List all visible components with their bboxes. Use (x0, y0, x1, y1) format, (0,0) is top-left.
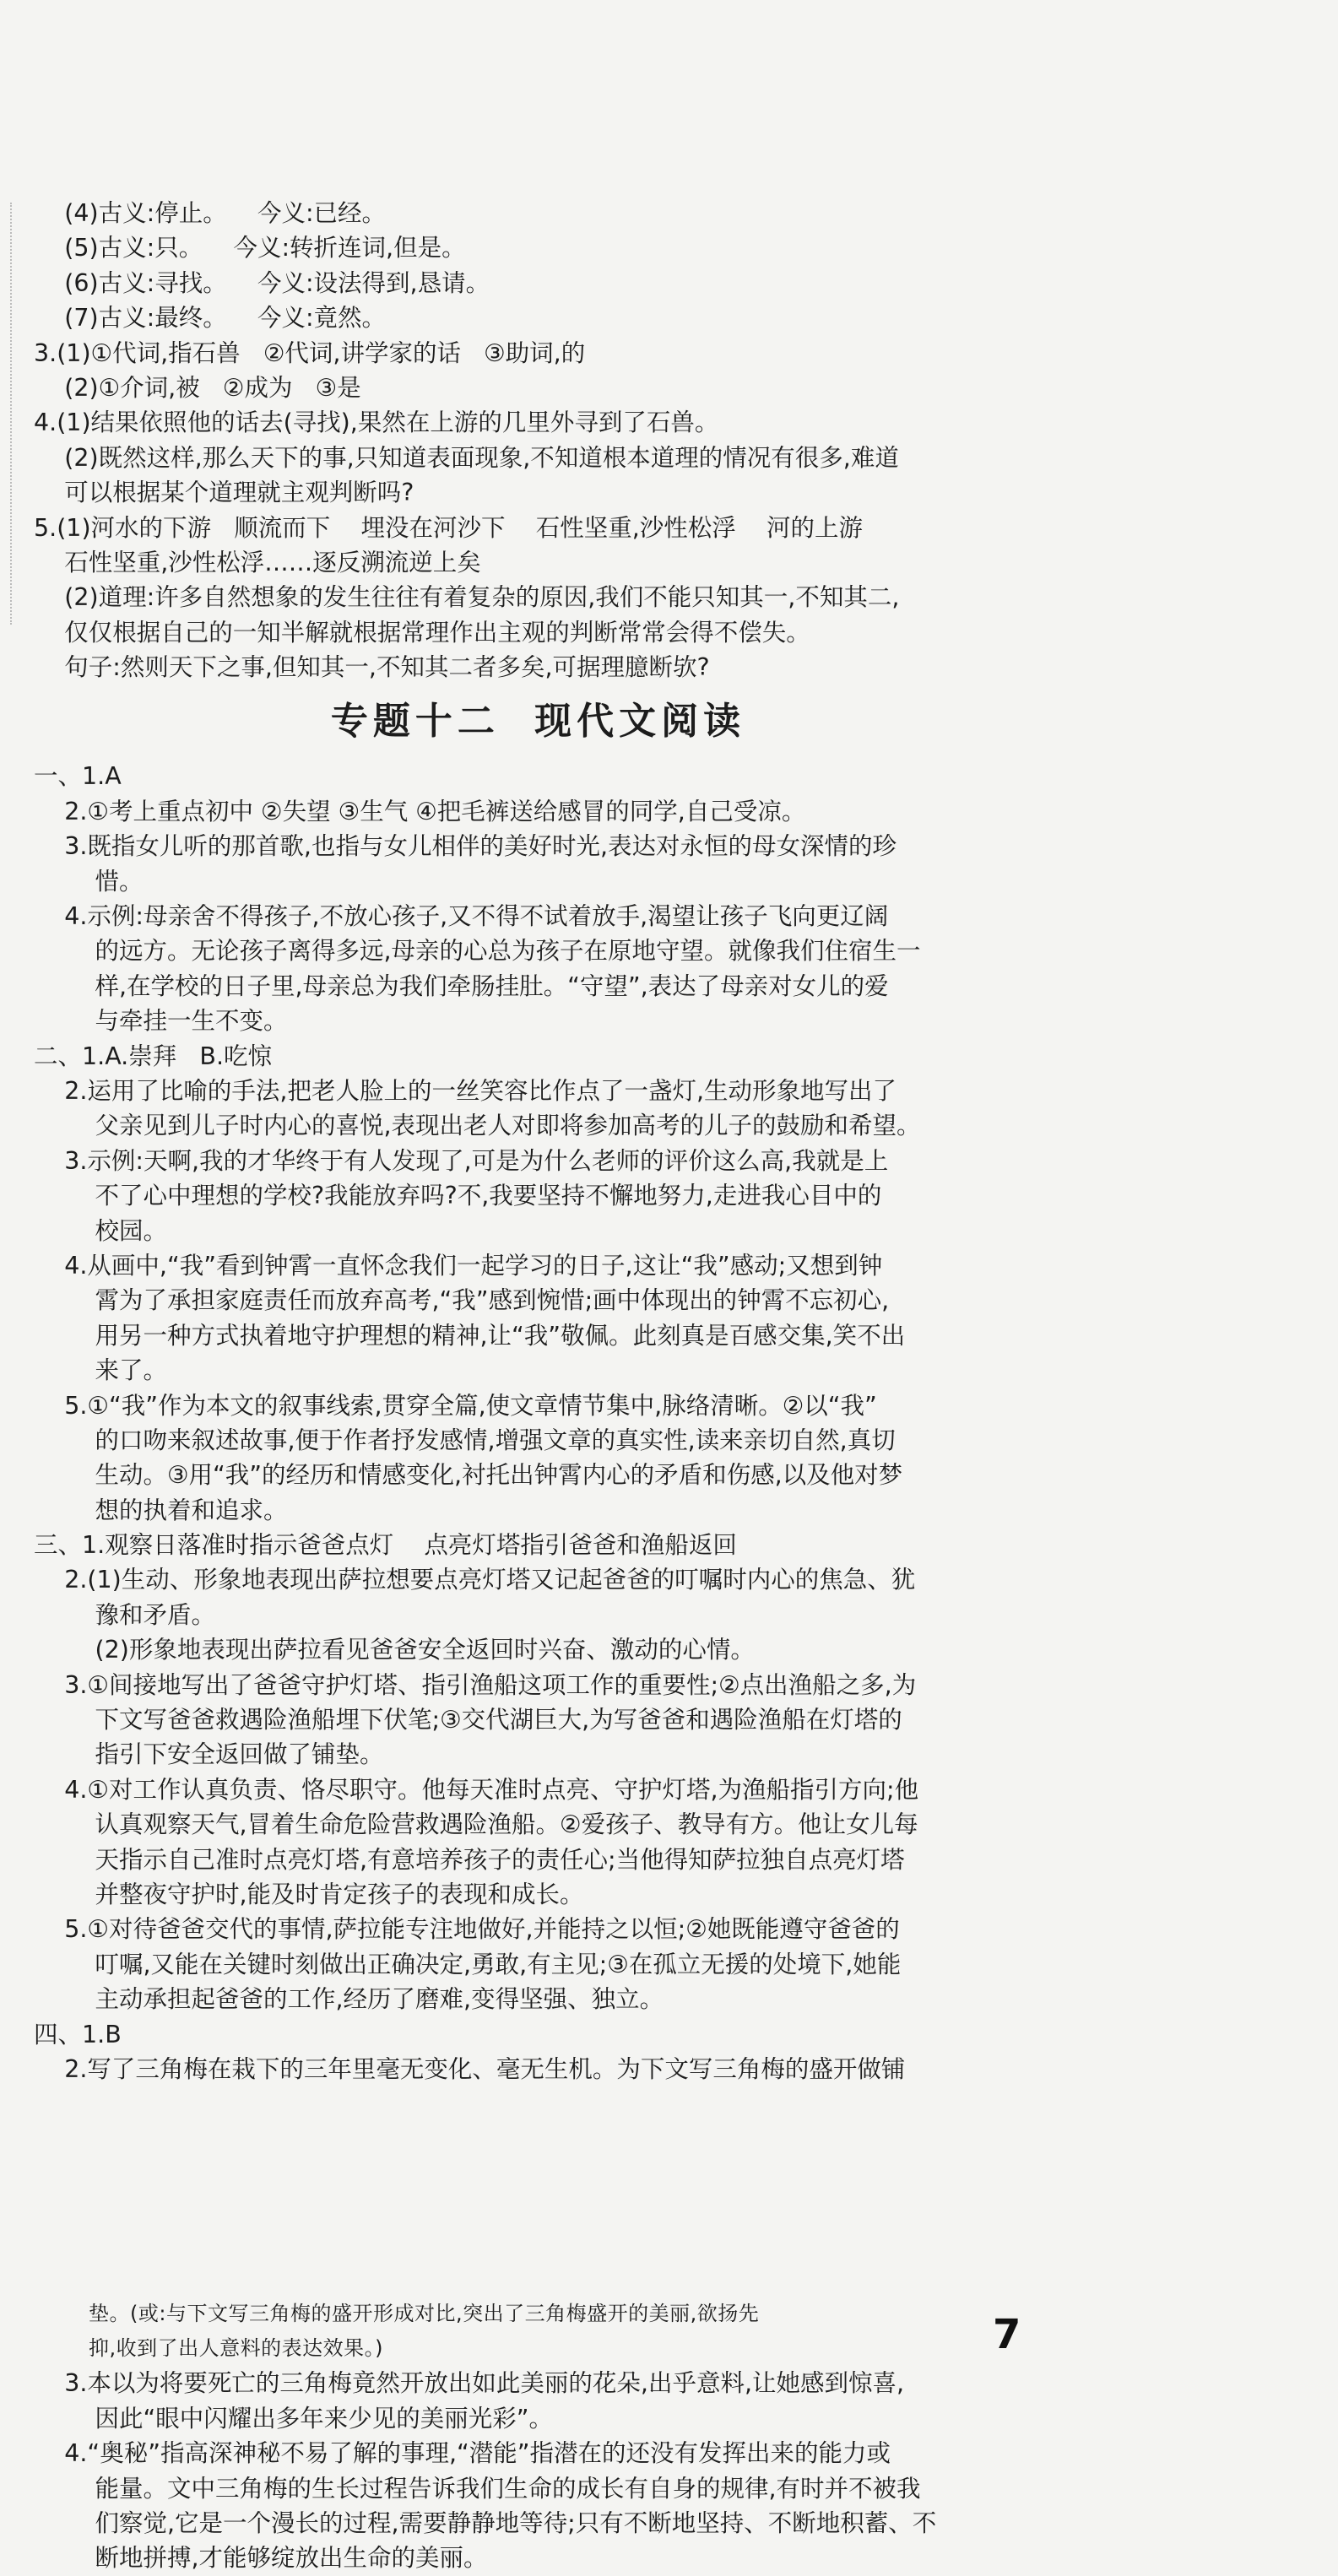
answer-line: 3.(1)①代词,指石兽 ②代词,讲学家的话 ③助词,的 (34, 338, 586, 367)
answer-line: 断地拼搏,才能够绽放出生命的美丽。 (34, 2544, 488, 2573)
answer-line: 4.“奥秘”指高深神秘不易了解的事理,“潜能”指潜在的还没有发挥出来的能力或 (34, 2439, 891, 2468)
answer-line: (2)道理:许多自然想象的发生往往有着复杂的原因,我们不能只知其一,不知其二, (34, 583, 900, 612)
answer-line: 3.①间接地写出了爸爸守护灯塔、指引渔船这项工作的重要性;②点出渔船之多,为 (34, 1670, 917, 1699)
answer-line: 豫和矛盾。 (34, 1600, 215, 1629)
answer-line: 5.①对待爸爸交代的事情,萨拉能专注地做好,并能持之以恒;②她既能遵守爸爸的 (34, 1915, 900, 1944)
answer-line: 一、1.A (34, 762, 122, 791)
answer-line: 4.示例:母亲舍不得孩子,不放心孩子,又不得不试着放手,渴望让孩子飞向更辽阔 (34, 902, 889, 931)
answer-line: 5.①“我”作为本文的叙事线索,贯穿全篇,使文章情节集中,脉络清晰。②以“我” (34, 1391, 877, 1420)
answer-line: 主动承担起爸爸的工作,经历了磨难,变得坚强、独立。 (34, 1985, 664, 2014)
answer-line: (2)既然这样,那么天下的事,只知道表面现象,不知道根本道理的情况有很多,难道 (34, 443, 899, 472)
answer-content (34, 196, 1043, 2576)
answer-line: 可以根据某个道理就主观判断吗? (34, 479, 414, 507)
answer-line: 4.从画中,“我”看到钟霄一直怀念我们一起学习的日子,这让“我”感动;又想到钟 (34, 1251, 883, 1280)
answer-line (34, 2227, 1043, 2261)
answer-line: (4)古义:停止。 今义:已经。 (34, 199, 387, 227)
answer-line: (2)形象地表现出萨拉看见爸爸安全返回时兴奋、激动的心情。 (34, 1636, 755, 1664)
answer-line: 天指示自己准时点亮灯塔,有意培养孩子的责任心;当他得知萨拉独自点亮灯塔 (34, 1845, 905, 1874)
answer-line: 二、1.A.崇拜 B.吃惊 (34, 1042, 273, 1070)
answer-line: 下文写爸爸救遇险渔船埋下伏笔;③交代湖巨大,为写爸爸和遇险渔船在灯塔的 (34, 1706, 902, 1734)
answer-line: 2.运用了比喻的手法,把老人脸上的一丝笑容比作点了一盏灯,生动形象地写出了 (34, 1076, 897, 1105)
answer-line: 与牵挂一生不变。 (34, 1007, 288, 1036)
answer-line: 霄为了承担家庭责任而放弃高考,“我”感到惋惜;画中体现出的钟霄不忘初心, (34, 1286, 890, 1315)
answer-line: 校园。 (34, 1216, 167, 1245)
answer-line: 的远方。无论孩子离得多远,母亲的心总为孩子在原地守望。就像我们住宿生一 (34, 937, 921, 966)
answer-line: 能量。文中三角梅的生长过程告诉我们生命的成长有自身的规律,有时并不被我 (34, 2474, 921, 2503)
answer-line: (5)古义:只。 今义:转折连词,但是。 (34, 234, 466, 262)
answer-line: 仅仅根据自己的一知半解就根据常理作出主观的判断常常会得不偿失。 (34, 618, 810, 647)
answer-line: 5.(1)河水的下游 顺流而下 埋没在河沙下 石性坚重,沙性松浮 河的上游 (34, 513, 864, 542)
answer-line: 三、1.观察日落准时指示爸爸点灯 点亮灯塔指引爸爸和渔船返回 (34, 1531, 737, 1560)
answer-line: 3.既指女儿听的那首歌,也指与女儿相伴的美好时光,表达对永恒的母女深情的珍 (34, 832, 897, 861)
answer-line: 的口吻来叙述故事,便于作者抒发感情,增强文章的真实性,读来亲切自然,真切 (34, 1426, 896, 1454)
answer-line: 3.本以为将要死亡的三角梅竟然开放出如此美丽的花朵,出乎意料,让她感到惊喜, (34, 2369, 905, 2398)
answer-line: 叮嘱,又能在关键时刻做出正确决定,勇敢,有主见;③在孤立无援的处境下,她能 (34, 1950, 902, 1978)
answer-line: (2)①介词,被 ②成为 ③是 (34, 373, 361, 402)
answer-line: 想的执着和追求。 (34, 1496, 288, 1524)
answer-line: 认真观察天气,冒着生命危险营救遇险渔船。②爱孩子、教导有方。他让女儿每 (34, 1810, 918, 1839)
answer-line: 2.①考上重点初中 ②失望 ③生气 ④把毛裤送给感冒的同学,自己受凉。 (34, 797, 806, 825)
modern-reading-answers (34, 759, 1043, 2575)
answer-line: (7)古义:最终。 今义:竟然。 (34, 304, 387, 333)
answer-line: 2.(1)生动、形象地表现出萨拉想要点亮灯塔又记起爸爸的叮嘱时内心的焦急、犹 (34, 1566, 916, 1594)
answer-line (34, 2086, 1043, 2121)
answer-line: 句子:然则天下之事,但知其一,不知其二者多矣,可据理臆断欤? (34, 653, 710, 682)
answer-line: 并整夜守护时,能及时肯定孩子的表现和成长。 (34, 1880, 584, 1908)
classical-chinese-answers (34, 196, 1043, 685)
answer-line: 不了心中理想的学校?我能放弃吗?不,我要坚持不懈地努力,走进我心目中的 (34, 1182, 882, 1210)
answer-line: 们察觉,它是一个漫长的过程,需要静静地等待;只有不断地坚持、不断地积蓄、不 (34, 2509, 937, 2537)
answer-line: 2.写了三角梅在栽下的三年里毫无变化、毫无生机。为下文写三角梅的盛开做铺 (34, 2054, 906, 2083)
answer-line: 来了。 (34, 1356, 167, 1385)
answer-line: 指引下安全返回做了铺垫。 (34, 1740, 384, 1769)
answer-line: 4.(1)结果依照他的话去(寻找),果然在上游的几里外寻到了石兽。 (34, 409, 719, 437)
answer-line: 用另一种方式执着地守护理想的精神,让“我”敬佩。此刻真是百感交集,笑不出 (34, 1321, 906, 1350)
answer-line: (6)古义:寻找。 今义:设法得到,恳请。 (34, 268, 490, 297)
answer-line-small: 垫。(或:与下文写三角梅的盛开形成对比,突出了三角梅盛开的美丽,欲扬先 (34, 2301, 760, 2325)
answer-line: 因此“眼中闪耀出多年来少见的美丽光彩”。 (34, 2404, 554, 2433)
answer-line (34, 2191, 1043, 2226)
answer-line-small: 抑,收到了出人意料的表达效果。) (34, 2336, 384, 2361)
page-number: 7 (993, 2311, 1021, 2358)
answer-line: 3.示例:天啊,我的才华终于有人发现了,可是为什么老师的评价这么高,我就是上 (34, 1146, 889, 1175)
answer-line: 四、1.B (34, 2020, 122, 2048)
margin-dotted-rule (10, 203, 12, 625)
answer-line: 父亲见到儿子时内心的喜悦,表现出老人对即将参加高考的儿子的鼓励和希望。 (34, 1112, 921, 1140)
answer-line: 石性坚重,沙性松浮……逐反溯流逆上矣 (34, 548, 481, 576)
answer-line (34, 2261, 1043, 2296)
answer-line: 样,在学校的日子里,母亲总为我们牵肠挂肚。“守望”,表达了母亲对女儿的爱 (34, 971, 889, 1000)
answer-line: 生动。③用“我”的经历和情感变化,衬托出钟霄内心的矛盾和伤感,以及他对梦 (34, 1461, 903, 1490)
section-heading: 专题十二 现代文阅读 (330, 700, 746, 744)
answer-line: 4.①对工作认真负责、恪尽职守。他每天准时点亮、守护灯塔,为渔船指引方向;他 (34, 1775, 919, 1804)
answer-line: 惜。 (34, 867, 144, 896)
answer-line (34, 2157, 1043, 2191)
answer-line (34, 2122, 1043, 2157)
